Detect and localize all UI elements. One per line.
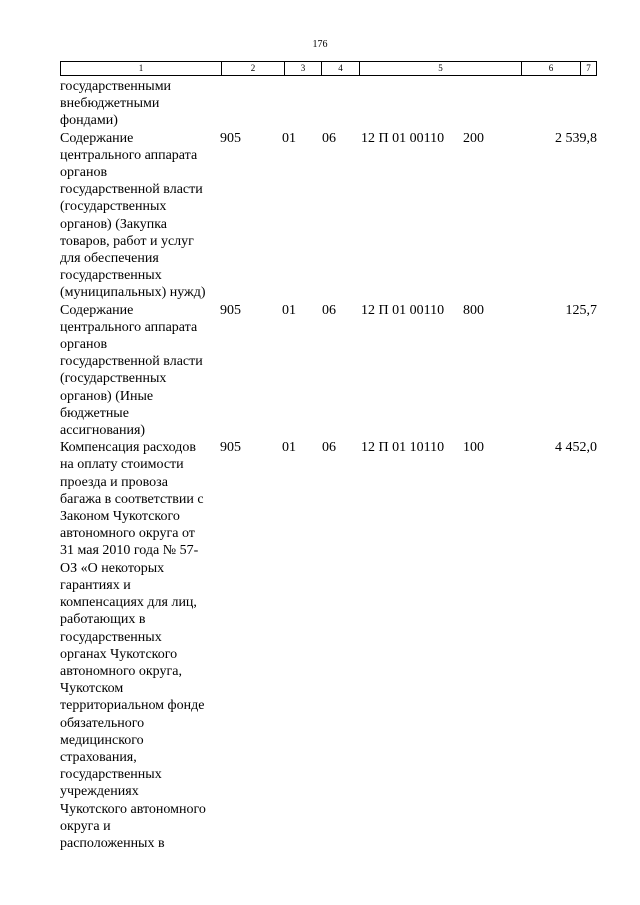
row-subsection: 06 bbox=[322, 130, 336, 146]
header-col-7: 7 bbox=[586, 63, 591, 73]
row-code: 905 bbox=[220, 440, 241, 456]
header-col-1: 1 bbox=[138, 63, 144, 73]
row-amount: 2 539,8 bbox=[555, 130, 597, 146]
header-col-5: 5 bbox=[438, 63, 443, 73]
row-name: Содержание центрального аппарата органов государственной власти (государственных органов) (Иные бюджетные ассигнования) bbox=[60, 302, 203, 439]
row-name: Содержание центрального аппарата органов государственной власти (государственных органов) (Закупка товаров, работ и услуг для обеспечения государственных (муниципальных) нужд) bbox=[60, 130, 206, 301]
row-section: 01 bbox=[282, 302, 296, 318]
row-code: 905 bbox=[220, 130, 241, 146]
table-row bbox=[60, 439, 600, 852]
row-subsection: 06 bbox=[322, 302, 336, 318]
row-name: государственными внебюджетными фондами) bbox=[60, 79, 172, 129]
row-amount: 125,7 bbox=[565, 302, 597, 318]
page-number: 176 bbox=[312, 39, 328, 50]
row-amount: 4 452,0 bbox=[555, 440, 597, 456]
table-row bbox=[60, 130, 600, 302]
table-row bbox=[60, 302, 600, 440]
header-col-3: 3 bbox=[300, 63, 306, 73]
header-col-2: 2 bbox=[250, 63, 256, 73]
row-code: 905 bbox=[220, 302, 241, 318]
header-col-6: 6 bbox=[548, 63, 554, 73]
table-row bbox=[60, 78, 600, 130]
row-name: Компенсация расходов на оплату стоимости проезда и провоза багажа в соответствии с Законом Чукотского автономного округа от 31 мая 2010 года № 57- ОЗ «О некоторых гарантиях и компенсациях для лиц, работающих в государственных органах Чукотского автономного округа, Чукотском территориальном фонде обязательного медицинского страхования, государственных учреждениях Чукотского автономного округа и расположенных в bbox=[60, 440, 206, 851]
row-type: 800 bbox=[463, 302, 484, 318]
header-col-4: 4 bbox=[338, 63, 343, 73]
row-type: 200 bbox=[463, 130, 484, 146]
row-target: 12 П 01 00110 bbox=[361, 130, 445, 146]
row-section: 01 bbox=[282, 130, 296, 146]
table-header-row bbox=[60, 61, 597, 76]
table-body bbox=[60, 78, 600, 852]
row-subsection: 06 bbox=[322, 440, 336, 456]
row-section: 01 bbox=[282, 440, 296, 456]
row-type: 100 bbox=[463, 440, 484, 456]
row-target: 12 П 01 10110 bbox=[361, 440, 445, 456]
row-target: 12 П 01 00110 bbox=[361, 302, 445, 318]
